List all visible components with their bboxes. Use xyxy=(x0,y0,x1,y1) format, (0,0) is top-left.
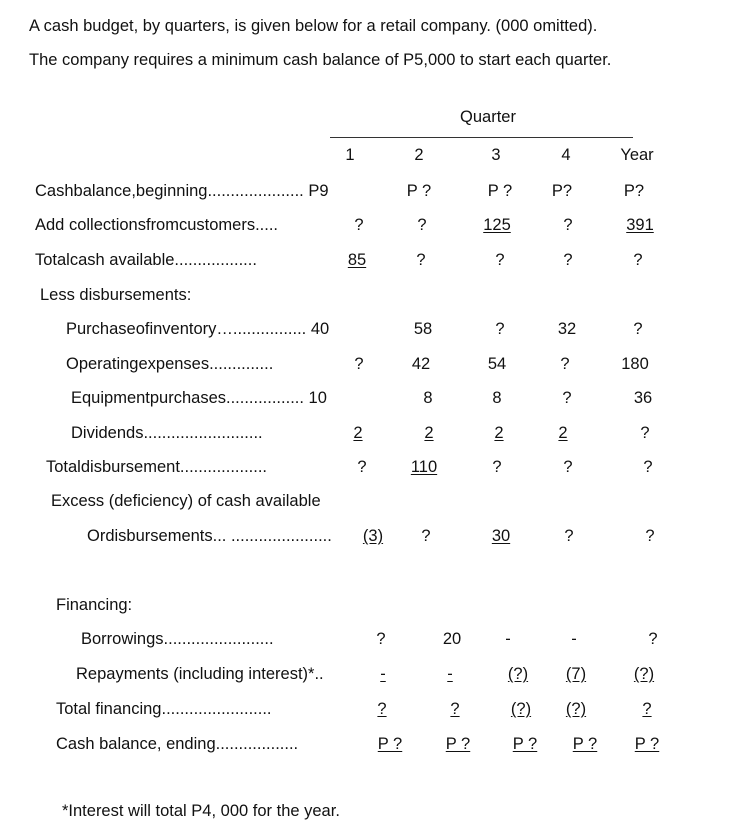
cell-purchase-q3: ? xyxy=(495,320,505,338)
col-header-q4: 4 xyxy=(561,146,571,164)
header-rule xyxy=(330,137,633,138)
cell-operating-q1: ? xyxy=(354,355,364,373)
cell-excess-q3: 30 xyxy=(491,527,511,545)
cell-repayments-q4: (7) xyxy=(565,665,587,683)
cell-cash-end-q4: P ? xyxy=(572,735,598,753)
cell-total-disbursement-q1: ? xyxy=(357,458,367,476)
footnote: *Interest will total P4, 000 for the year. xyxy=(62,802,340,820)
section-less-disbursements: Less disbursements: xyxy=(40,286,192,304)
row-label-collections: Add collectionsfromcustomers..... xyxy=(35,216,279,234)
cell-dividends-q1: 2 xyxy=(353,424,363,442)
cell-total-financing-q3: (?) xyxy=(510,700,532,718)
cell-cash-begin-year: P? xyxy=(623,182,645,200)
row-label-total-disbursement: Totaldisbursement................... xyxy=(46,458,268,476)
cell-purchase-q2: 58 xyxy=(413,320,433,338)
row-label-dividends: Dividends.......................... xyxy=(71,424,263,442)
cell-total-financing-q4: (?) xyxy=(565,700,587,718)
intro-line-1: A cash budget, by quarters, is given below for a retail company. (000 omitted). xyxy=(29,17,598,35)
row-label-cash-end: Cash balance, ending.................. xyxy=(56,735,299,753)
cell-cash-begin-q3: P ? xyxy=(487,182,513,200)
cell-operating-q2: 42 xyxy=(411,355,431,373)
cell-operating-year: 180 xyxy=(621,355,649,373)
cell-repayments-q2: - xyxy=(447,665,453,683)
cell-dividends-year: ? xyxy=(640,424,650,442)
row-label-excess-line1: Excess (deficiency) of cash available xyxy=(51,492,321,510)
cell-borrowings-q4: - xyxy=(571,630,577,648)
cell-cash-end-q1: P ? xyxy=(377,735,403,753)
cell-collections-year: 391 xyxy=(626,216,654,234)
cell-repayments-q3: (?) xyxy=(507,665,529,683)
cell-equipment-year: 36 xyxy=(633,389,653,407)
col-header-q3: 3 xyxy=(491,146,501,164)
row-label-excess-line2: Ordisbursements... ...................... xyxy=(87,527,332,545)
cell-dividends-q2: 2 xyxy=(424,424,434,442)
row-label-purchase: Purchaseofinventory…................ 40 xyxy=(66,320,330,338)
row-label-total-financing: Total financing........................ xyxy=(56,700,272,718)
cell-cash-end-q3: P ? xyxy=(512,735,538,753)
cell-excess-q2: ? xyxy=(421,527,431,545)
col-header-q2: 2 xyxy=(414,146,424,164)
intro-line-2: The company requires a minimum cash balance of P5,000 to start each quarter. xyxy=(29,51,612,69)
cell-borrowings-q2: 20 xyxy=(442,630,462,648)
cell-operating-q3: 54 xyxy=(487,355,507,373)
cell-repayments-q1: - xyxy=(380,665,386,683)
cell-total-disbursement-year: ? xyxy=(643,458,653,476)
cell-equipment-q4: ? xyxy=(562,389,572,407)
cell-cash-end-year: P ? xyxy=(634,735,660,753)
cell-total-disbursement-q3: ? xyxy=(492,458,502,476)
cell-total-financing-q2: ? xyxy=(450,700,460,718)
cell-total-available-q2: ? xyxy=(416,251,426,269)
cell-cash-end-q2: P ? xyxy=(445,735,471,753)
cell-equipment-q2: 8 xyxy=(423,389,433,407)
row-label-operating: Operatingexpenses.............. xyxy=(66,355,274,373)
cell-total-disbursement-q2: 110 xyxy=(410,458,438,476)
cell-excess-q1: (3) xyxy=(362,527,384,545)
cell-total-available-q4: ? xyxy=(563,251,573,269)
cell-cash-begin-q2: P ? xyxy=(406,182,432,200)
cell-total-available-q3: ? xyxy=(495,251,505,269)
cell-total-financing-year: ? xyxy=(642,700,652,718)
quarter-heading: Quarter xyxy=(460,108,516,126)
cell-total-available-q1: 85 xyxy=(347,251,367,269)
cell-purchase-year: ? xyxy=(633,320,643,338)
cell-collections-q4: ? xyxy=(563,216,573,234)
cell-dividends-q3: 2 xyxy=(494,424,504,442)
cell-total-financing-q1: ? xyxy=(377,700,387,718)
cell-excess-year: ? xyxy=(645,527,655,545)
cell-collections-q2: ? xyxy=(417,216,427,234)
row-label-equipment: Equipmentpurchases................. 10 xyxy=(71,389,327,407)
cell-collections-q3: 125 xyxy=(483,216,511,234)
section-financing: Financing: xyxy=(56,596,133,614)
cell-collections-q1: ? xyxy=(354,216,364,234)
cell-borrowings-year: ? xyxy=(648,630,658,648)
cell-operating-q4: ? xyxy=(560,355,570,373)
col-header-q1: 1 xyxy=(345,146,355,164)
cell-borrowings-q1: ? xyxy=(376,630,386,648)
cell-total-available-year: ? xyxy=(633,251,643,269)
cell-equipment-q3: 8 xyxy=(492,389,502,407)
cell-cash-begin-q4: P? xyxy=(551,182,573,200)
cell-excess-q4: ? xyxy=(564,527,574,545)
cell-dividends-q4: 2 xyxy=(558,424,568,442)
cell-total-disbursement-q4: ? xyxy=(563,458,573,476)
row-label-borrowings: Borrowings........................ xyxy=(81,630,274,648)
cell-borrowings-q3: - xyxy=(505,630,511,648)
row-label-total-available: Totalcash available.................. xyxy=(35,251,257,269)
col-header-year: Year xyxy=(620,146,654,164)
cell-purchase-q4: 32 xyxy=(557,320,577,338)
row-label-cash-begin: Cashbalance,beginning..................... P9 xyxy=(35,182,329,200)
row-label-repayments: Repayments (including interest)*.. xyxy=(76,665,324,683)
cell-repayments-year: (?) xyxy=(633,665,655,683)
